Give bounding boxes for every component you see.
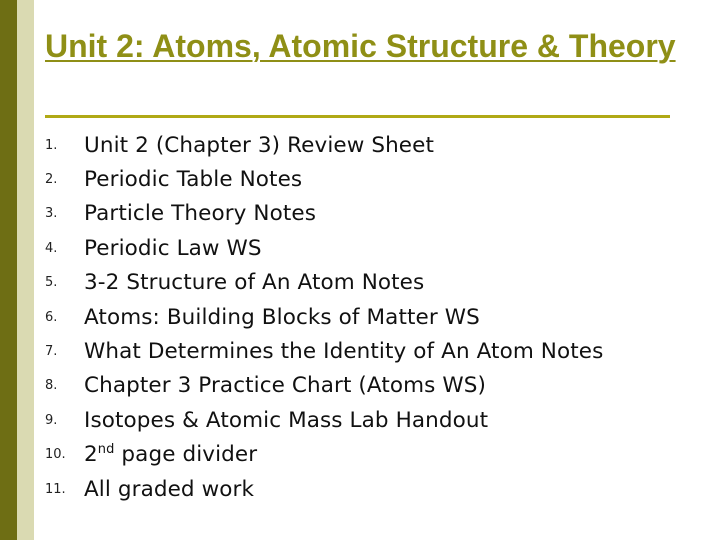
item-number: 2. [45, 172, 58, 188]
item-text: Particle Theory Notes [84, 201, 317, 227]
title-divider [45, 115, 670, 118]
item-number: 8. [45, 378, 58, 394]
list-item [45, 369, 603, 403]
list-item [45, 403, 603, 437]
item-number: 1. [45, 137, 58, 153]
item-text: Isotopes & Atomic Mass Lab Handout [84, 407, 489, 433]
item-text: 3-2 Structure of An Atom Notes [84, 270, 425, 296]
item-number: 5. [45, 275, 58, 291]
list-item [45, 162, 603, 196]
item-number: 6. [45, 309, 58, 325]
list-item [45, 266, 603, 300]
list-item [45, 231, 603, 265]
list-item [45, 334, 603, 368]
item-text-rest: page divider [114, 442, 258, 468]
list-item [45, 197, 603, 231]
item-text [84, 442, 257, 467]
item-number: 11. [45, 481, 66, 497]
ordinal-suffix: nd [97, 442, 115, 458]
list-item [45, 128, 603, 162]
item-text: Atoms: Building Blocks of Matter WS [84, 304, 480, 330]
sidebar-dark-bar [0, 0, 17, 540]
item-number: 3. [45, 206, 58, 222]
list-item [45, 438, 603, 472]
item-number: 9. [45, 412, 58, 428]
item-text: Periodic Table Notes [84, 167, 303, 193]
item-text: Periodic Law WS [84, 235, 262, 261]
slide-title: Unit 2: Atoms, Atomic Structure & Theory [45, 28, 676, 64]
item-number: 7. [45, 344, 58, 360]
item-text-number: 2 [84, 442, 98, 468]
item-text: All graded work [84, 476, 255, 502]
item-text: Unit 2 (Chapter 3) Review Sheet [84, 132, 434, 158]
list-item [45, 300, 603, 334]
list-item [45, 472, 603, 506]
sidebar-light-bar [17, 0, 34, 540]
item-number: 4. [45, 240, 58, 256]
item-text: What Determines the Identity of An Atom Notes [84, 339, 604, 365]
item-list [45, 128, 603, 506]
item-text: Chapter 3 Practice Chart (Atoms WS) [84, 373, 487, 399]
item-number: 10. [45, 447, 66, 463]
